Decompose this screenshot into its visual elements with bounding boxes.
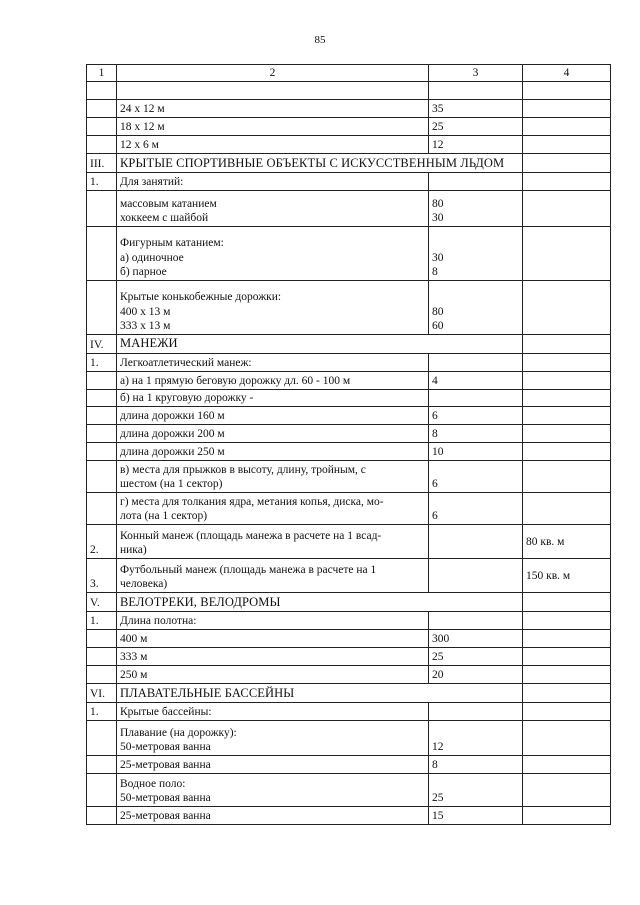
column-header-4: 4 [523, 65, 611, 82]
row-label: 333 м [117, 648, 429, 666]
row-label: б) на 1 круговую дорожку - [117, 390, 429, 407]
row-extra [523, 612, 611, 630]
row-label-line: Футбольный манеж (площадь манежа в расчете на 1 [120, 563, 377, 576]
row-extra [523, 703, 611, 721]
row-extra [523, 684, 611, 703]
row-value: 12 [429, 721, 523, 756]
section-number: III. [87, 154, 117, 173]
table-row [87, 703, 611, 721]
row-extra [523, 425, 611, 443]
section-row [87, 593, 611, 612]
column-header-1: 1 [87, 65, 117, 82]
row-value: 25 [429, 774, 523, 807]
row-label-line: массовым катанием [120, 197, 217, 210]
table-row [87, 721, 611, 756]
row-label-line: хоккеем с шайбой [120, 212, 209, 224]
row-number [87, 666, 117, 684]
row-label: длина дорожки 160 м [117, 407, 429, 425]
row-value-line: 80 [432, 197, 444, 210]
row-value [429, 227, 523, 281]
row-label [117, 525, 429, 559]
row-extra [523, 191, 611, 227]
column-header-2: 2 [117, 65, 429, 82]
row-label: Легкоатлетический манеж: [117, 354, 429, 372]
row-value [429, 354, 523, 372]
row-label [117, 191, 429, 227]
row-number: 1. [87, 354, 117, 372]
row-value: 15 [429, 807, 523, 825]
section-row [87, 335, 611, 354]
table-row [87, 612, 611, 630]
row-extra [523, 648, 611, 666]
table-row [87, 807, 611, 825]
row-value [429, 612, 523, 630]
table-row [87, 100, 611, 118]
table-row [87, 443, 611, 461]
row-number [87, 281, 117, 335]
row-value [429, 559, 523, 593]
row-value: 35 [429, 100, 523, 118]
row-label [117, 721, 429, 756]
row-number [87, 227, 117, 281]
row-extra [523, 593, 611, 612]
table-row [87, 630, 611, 648]
row-label [117, 461, 429, 493]
row-extra [523, 100, 611, 118]
row-extra [523, 82, 611, 100]
table-row [87, 756, 611, 774]
table-row [87, 390, 611, 407]
row-number [87, 807, 117, 825]
section-title: МАНЕЖИ [117, 335, 523, 354]
row-label-line: ника) [120, 544, 147, 556]
row-extra [523, 136, 611, 154]
table-row [87, 525, 611, 559]
row-number [87, 774, 117, 807]
row-extra [523, 281, 611, 335]
row-label [117, 227, 429, 281]
table-row [87, 666, 611, 684]
row-value [429, 191, 523, 227]
table-row [87, 559, 611, 593]
table-row [87, 493, 611, 525]
row-label: длина дорожки 250 м [117, 443, 429, 461]
table-row [87, 648, 611, 666]
row-label: длина дорожки 200 м [117, 425, 429, 443]
table-row [87, 372, 611, 390]
row-number [87, 648, 117, 666]
row-number: 1. [87, 703, 117, 721]
row-label-line: 400 х 13 м [120, 305, 171, 318]
section-row [87, 154, 611, 173]
row-label: 25-метровая ванна [117, 756, 429, 774]
table-row [87, 407, 611, 425]
row-extra [523, 774, 611, 807]
row-value [429, 390, 523, 407]
row-value: 300 [429, 630, 523, 648]
table-header-row [87, 65, 611, 82]
row-number: 2. [87, 525, 117, 559]
row-extra [523, 372, 611, 390]
row-label [117, 82, 429, 100]
table-row [87, 425, 611, 443]
row-label-line: лота (на 1 сектор) [120, 510, 208, 522]
section-number: IV. [87, 335, 117, 354]
row-label-line: человека) [120, 578, 168, 590]
row-label-line: 50-метровая ванна [120, 792, 211, 804]
row-extra [523, 630, 611, 648]
table-row [87, 774, 611, 807]
row-value [429, 82, 523, 100]
table-row [87, 136, 611, 154]
row-number [87, 82, 117, 100]
row-label: 12 х 6 м [117, 136, 429, 154]
row-number [87, 721, 117, 756]
row-value [429, 703, 523, 721]
row-label: а) на 1 прямую беговую дорожку дл. 60 - 100 м [117, 372, 429, 390]
row-number [87, 407, 117, 425]
row-label: 24 х 12 м [117, 100, 429, 118]
row-label: Для занятий: [117, 173, 429, 191]
row-value-line: 30 [432, 212, 444, 224]
row-label: Длина полотна: [117, 612, 429, 630]
row-extra: 150 кв. м [523, 559, 611, 593]
row-label: 250 м [117, 666, 429, 684]
section-title: КРЫТЫЕ СПОРТИВНЫЕ ОБЪЕКТЫ С ИСКУССТВЕННЫМ ЛЬДОМ [117, 154, 523, 173]
table-row [87, 227, 611, 281]
row-value [429, 281, 523, 335]
row-label-line: шестом (на 1 сектор) [120, 478, 223, 490]
row-number [87, 100, 117, 118]
row-number [87, 756, 117, 774]
row-label-line: г) места для толкания ядра, метания копья, диска, мо- [120, 495, 384, 508]
section-number: VI. [87, 684, 117, 703]
row-label-line: 50-метровая ванна [120, 741, 211, 753]
row-number [87, 443, 117, 461]
norms-table [86, 64, 611, 825]
row-label: 25-метровая ванна [117, 807, 429, 825]
row-label [117, 281, 429, 335]
row-label-line: б) парное [120, 266, 167, 278]
row-extra [523, 173, 611, 191]
row-number [87, 372, 117, 390]
table-row [87, 281, 611, 335]
row-extra [523, 461, 611, 493]
row-label-line: в) места для прыжков в высоту, длину, тройным, с [120, 463, 366, 476]
row-number [87, 390, 117, 407]
row-extra [523, 666, 611, 684]
row-number [87, 425, 117, 443]
row-extra [523, 335, 611, 354]
row-value-line: 60 [432, 320, 444, 332]
row-number [87, 191, 117, 227]
row-extra [523, 721, 611, 756]
row-label-line: а) одиночное [120, 251, 184, 264]
row-value: 25 [429, 648, 523, 666]
table-row [87, 118, 611, 136]
row-label [117, 493, 429, 525]
table-row [87, 354, 611, 372]
row-label [117, 774, 429, 807]
section-title: ВЕЛОТРЕКИ, ВЕЛОДРОМЫ [117, 593, 523, 612]
row-value: 6 [429, 461, 523, 493]
row-label-line: Конный манеж (площадь манежа в расчете на 1 всад- [120, 529, 382, 542]
row-label: Крытые бассейны: [117, 703, 429, 721]
row-extra [523, 807, 611, 825]
row-label-line: 333 х 13 м [120, 320, 171, 332]
row-number: 3. [87, 559, 117, 593]
row-value-line: 30 [432, 251, 444, 264]
row-label-line: Плавание (на дорожку): [120, 726, 237, 739]
section-row [87, 684, 611, 703]
row-extra [523, 756, 611, 774]
table-row [87, 461, 611, 493]
row-extra [523, 154, 611, 173]
row-value [429, 525, 523, 559]
row-label: 18 х 12 м [117, 118, 429, 136]
row-extra [523, 118, 611, 136]
section-number: V. [87, 593, 117, 612]
row-number [87, 136, 117, 154]
row-number [87, 461, 117, 493]
row-value: 10 [429, 443, 523, 461]
row-extra [523, 227, 611, 281]
row-extra [523, 390, 611, 407]
row-value: 20 [429, 666, 523, 684]
row-value: 6 [429, 493, 523, 525]
row-value: 8 [429, 756, 523, 774]
table-row [87, 173, 611, 191]
row-label-line: Водное поло: [120, 777, 186, 790]
row-number [87, 118, 117, 136]
row-number [87, 493, 117, 525]
row-label-line: Фигурным катанием: [120, 237, 224, 250]
row-value-line: 80 [432, 305, 444, 318]
table-row [87, 191, 611, 227]
page-number: 85 [314, 34, 326, 46]
row-extra [523, 443, 611, 461]
row-number: 1. [87, 173, 117, 191]
row-label: 400 м [117, 630, 429, 648]
row-value: 8 [429, 425, 523, 443]
row-value: 6 [429, 407, 523, 425]
row-number: 1. [87, 612, 117, 630]
row-extra [523, 493, 611, 525]
row-label-line: Крытые конькобежные дорожки: [120, 291, 282, 304]
row-number [87, 630, 117, 648]
column-header-3: 3 [429, 65, 523, 82]
row-extra [523, 407, 611, 425]
row-label [117, 559, 429, 593]
row-value: 4 [429, 372, 523, 390]
table-row [87, 82, 611, 100]
section-title: ПЛАВАТЕЛЬНЫЕ БАССЕЙНЫ [117, 684, 523, 703]
row-extra: 80 кв. м [523, 525, 611, 559]
row-value-line: 8 [432, 266, 438, 278]
row-value [429, 173, 523, 191]
row-extra [523, 354, 611, 372]
row-value: 12 [429, 136, 523, 154]
row-value: 25 [429, 118, 523, 136]
